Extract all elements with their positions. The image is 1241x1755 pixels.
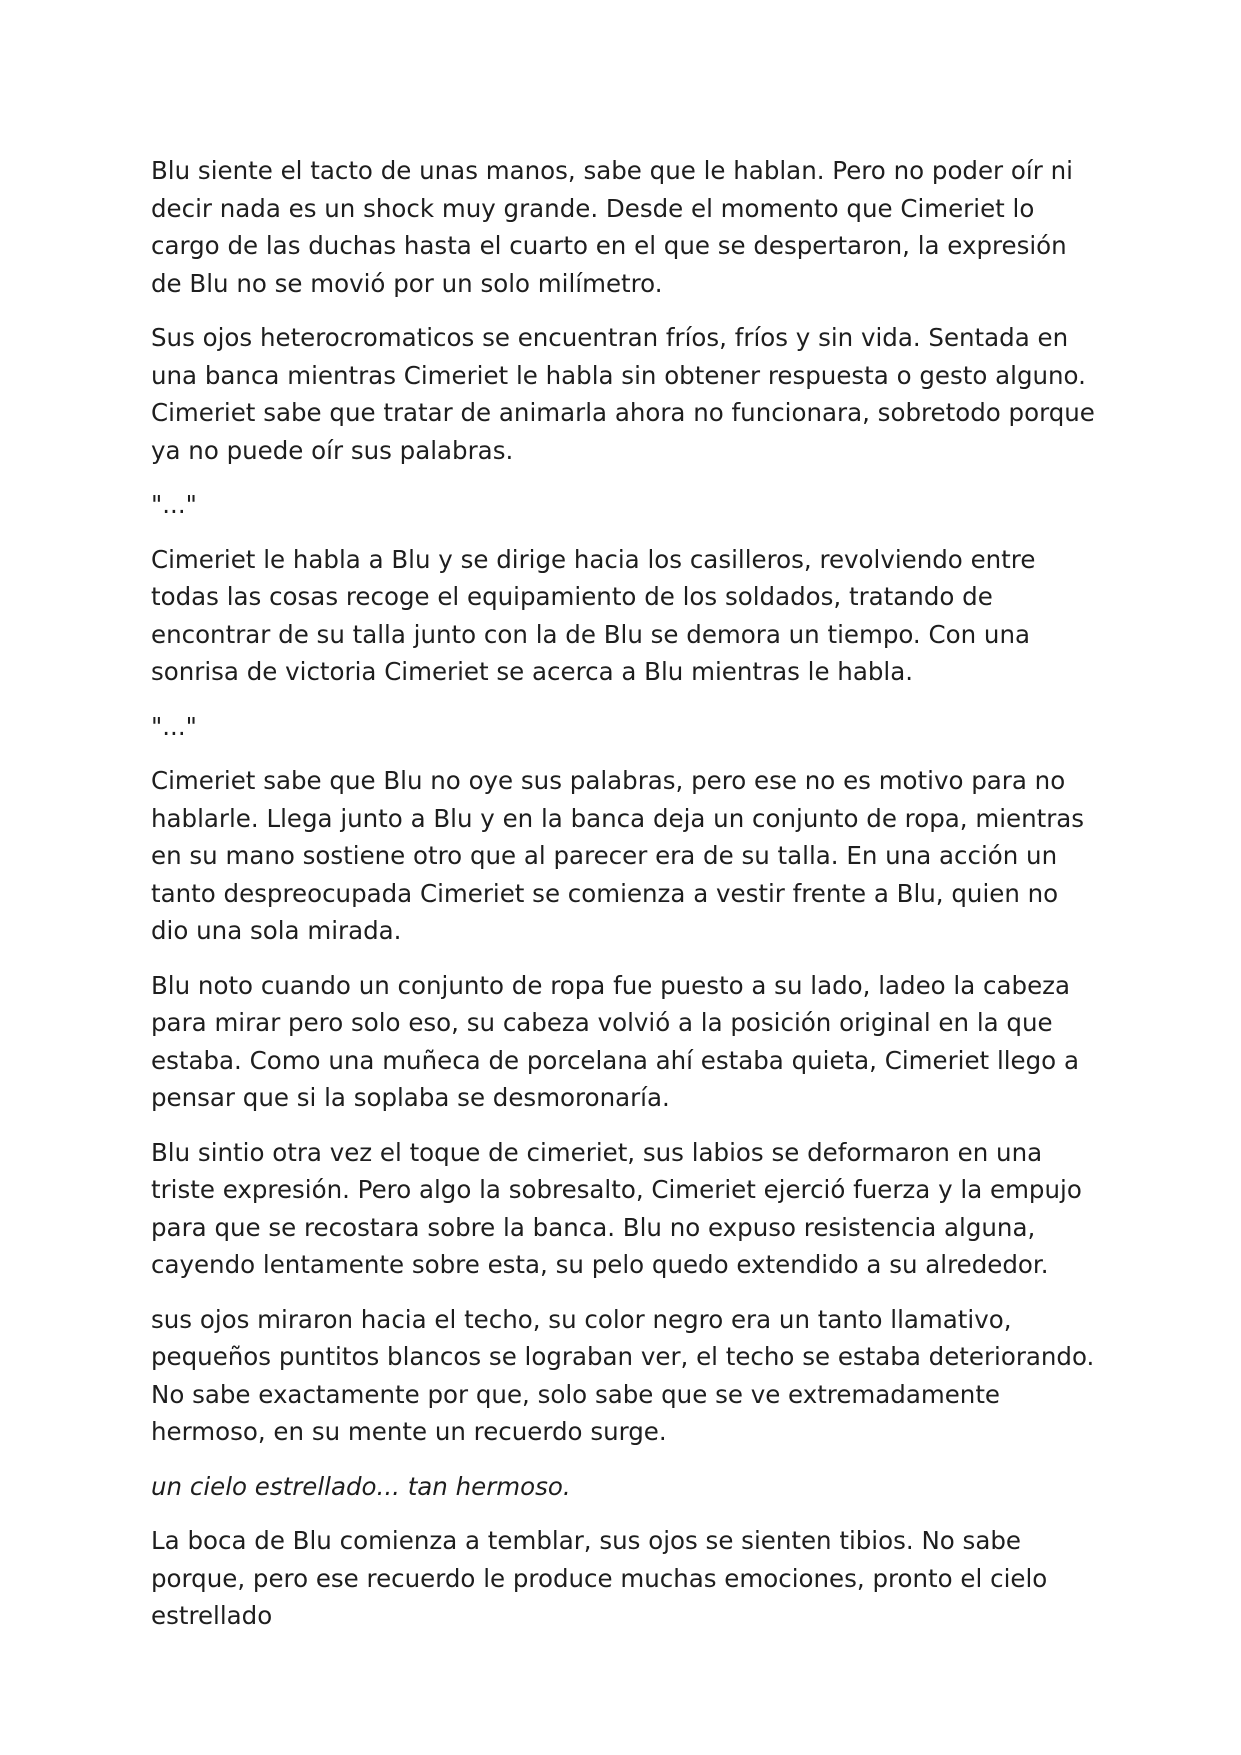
paragraph: Cimeriet sabe que Blu no oye sus palabras, pero ese no es motivo para no hablarle. Llega junto a Blu y en la banca deja un conjunto de ropa, mientras en su mano sostiene otro que al parecer era de su talla. En una acción un tanto despreocupada Cimeriet se comienza a vestir frente a Blu, quien no dio una sola mirada. (151, 766, 1085, 945)
paragraph: Blu siente el tacto de unas manos, sabe que le hablan. Pero no poder oír ni decir nada es un shock muy grande. Desde el momento que Cimeriet lo cargo de las duchas hasta el cuarto en el que se despertaron, la expresión de Blu no se movió por un solo milímetro. (151, 156, 1073, 298)
paragraph: Blu sintio otra vez el toque de cimeriet, sus labios se deformaron en una triste expresión. Pero algo la sobresalto, Cimeriet ejerció fuerza y la empujo para que se recostara sobre la banca. Blu no expuso resistencia alguna, cayendo lentamente sobre esta, su pelo quedo extendido a su alrededor. (151, 1137, 1082, 1279)
paragraph: Blu noto cuando un conjunto de ropa fue puesto a su lado, ladeo la cabeza para mirar pero solo eso, su cabeza volvió a la posición original en la que estaba. Como una muñeca de porcelana ahí estaba quieta, Cimeriet llego a pensar que si la soplaba se desmoronaría. (151, 970, 1079, 1112)
paragraph: sus ojos miraron hacia el techo, su color negro era un tanto llamativo, pequeños puntitos blancos se lograban ver, el techo se estaba deteriorando. No sabe exactamente por que, solo sabe que se ve extremadamente hermoso, en su mente un recuerdo surge. (151, 1304, 1095, 1446)
paragraph: La boca de Blu comienza a temblar, sus ojos se sienten tibios. No sabe porque, pero ese recuerdo le produce muchas emociones, pronto el cielo estrellado (151, 1526, 1048, 1630)
document-body (151, 152, 1096, 1652)
paragraph: Sus ojos heterocromaticos se encuentran fríos, fríos y sin vida. Sentada en una banca mientras Cimeriet le habla sin obtener respuesta o gesto alguno. Cimeriet sabe que tratar de animarla ahora no funcionara, sobretodo porque ya no puede oír sus palabras. (151, 323, 1095, 465)
dialogue-ellipsis: "..." (151, 711, 197, 741)
paragraph: Cimeriet le habla a Blu y se dirige hacia los casilleros, revolviendo entre todas las cosas recoge el equipamiento de los soldados, tratando de encontrar de su talla junto con la de Blu se demora un tiempo. Con una sonrisa de victoria Cimeriet se acerca a Blu mientras le habla. (151, 544, 1036, 686)
italic-thought: un cielo estrellado... tan hermoso. (151, 1471, 571, 1501)
dialogue-ellipsis: "..." (151, 490, 197, 519)
